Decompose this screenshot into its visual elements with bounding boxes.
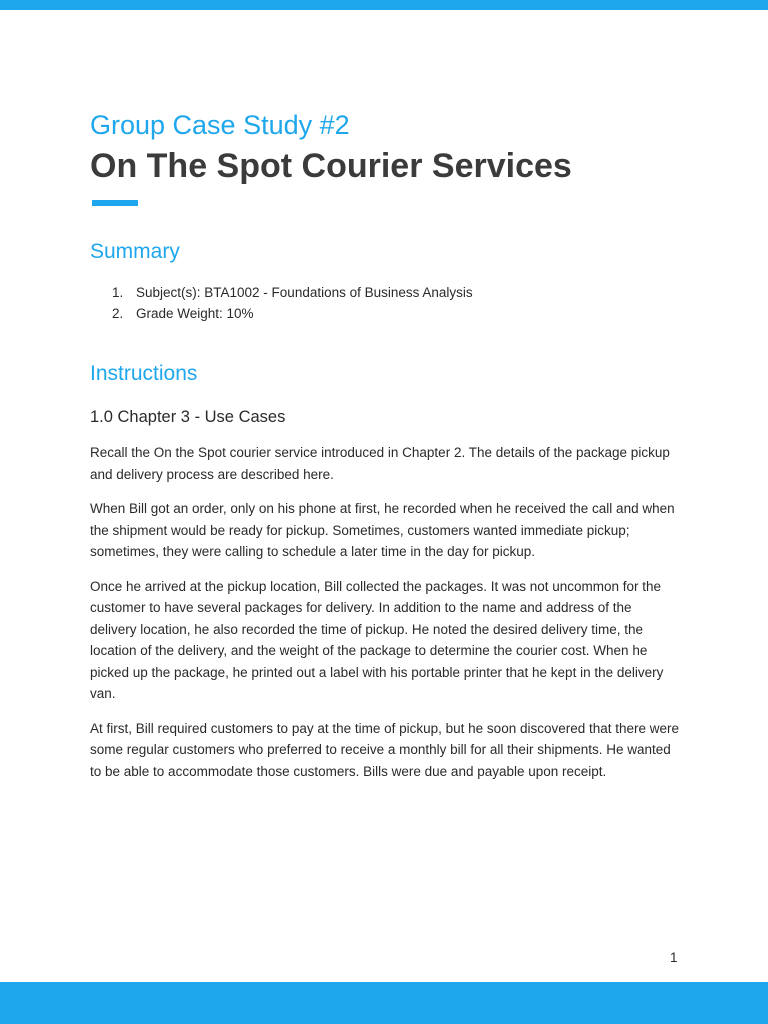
paragraph: Once he arrived at the pickup location, Bill collected the packages. It was not uncommon for the customer to have several packages for delivery. In addition to the name and address of the delivery location, he also recorded the time of pickup. He noted the desired delivery time, the location of the delivery, and the weight of the package to determine the courier cost. When he picked up the package, he printed out a label with his portable printer that he kept in the delivery van. [90, 578, 664, 701]
paragraph: At first, Bill required customers to pay at the time of pickup, but he soon discovered that there were some regular customers who preferred to receive a monthly bill for all their shipments. He wanted to be able to accommodate those customers. Bills were due and payable upon receipt. [90, 720, 680, 779]
instructions-heading: Instructions [90, 362, 198, 385]
document-subtitle: Group Case Study #2 [90, 110, 350, 140]
list-item-number: 2. [112, 306, 124, 321]
summary-list [90, 282, 680, 324]
page-content [90, 108, 680, 782]
page-number: 1 [670, 950, 678, 965]
list-item-text: Grade Weight: 10% [136, 306, 254, 321]
title-underline [92, 200, 138, 206]
list-item-number: 1. [112, 285, 124, 300]
chapter-heading: 1.0 Chapter 3 - Use Cases [90, 408, 286, 426]
list-item [90, 303, 680, 324]
document-title: On The Spot Courier Services [90, 147, 572, 185]
top-accent-bar [0, 0, 768, 10]
bottom-accent-bar [0, 982, 768, 1024]
summary-heading: Summary [90, 240, 180, 263]
list-item [90, 282, 680, 303]
list-item-text: Subject(s): BTA1002 - Foundations of Business Analysis [136, 285, 473, 300]
paragraph: When Bill got an order, only on his phone at first, he recorded when he received the call and when the shipment would be ready for pickup. Sometimes, customers wanted immediate pickup; sometimes, they were calling to schedule a later time in the day for pickup. [90, 501, 675, 559]
paragraph: Recall the On the Spot courier service introduced in Chapter 2. The details of the package pickup and delivery process are described here. [90, 445, 670, 482]
